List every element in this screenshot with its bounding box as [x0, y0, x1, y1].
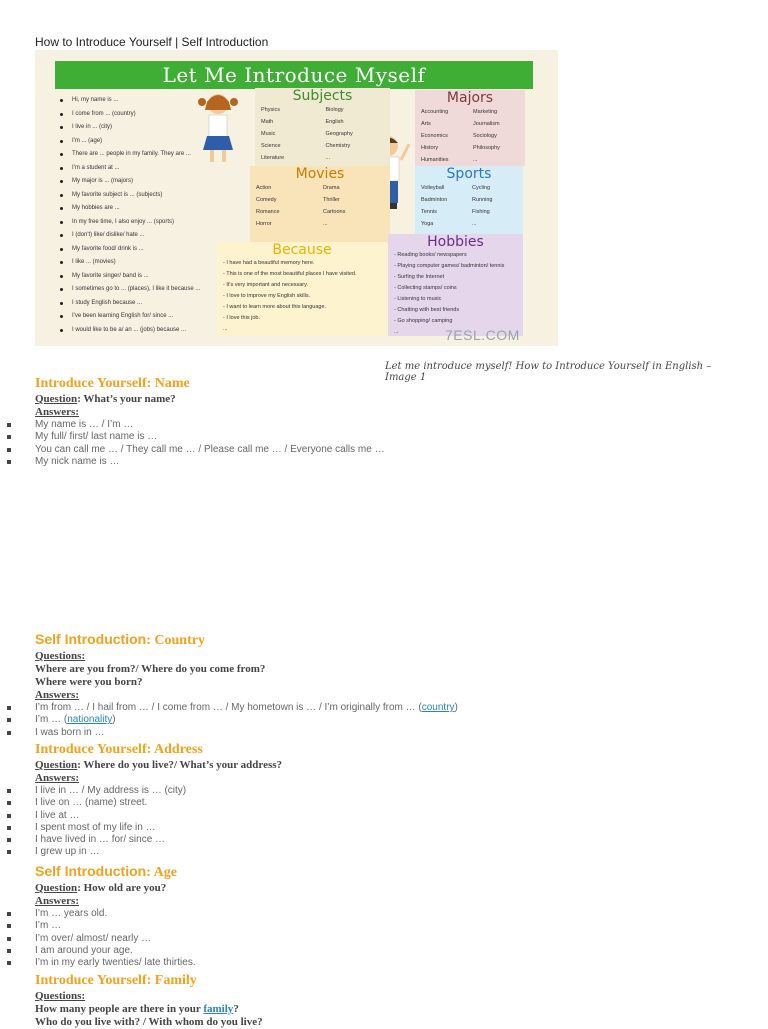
- question-text: : How old are you?: [77, 882, 167, 894]
- heading-part-a: Introduce Yourself: [35, 742, 147, 757]
- section-name: [35, 375, 735, 468]
- list-item: My name is … / I’m …: [35, 419, 735, 431]
- movies-grid: [250, 182, 390, 230]
- heading-part-a: Self Introduction: [35, 631, 147, 647]
- grid-item: Marketing: [473, 109, 498, 115]
- sports-box: [415, 166, 523, 234]
- section-country: [35, 630, 735, 739]
- answers-list: [35, 785, 735, 859]
- grid-item: Thriller: [323, 197, 340, 203]
- list-item: I grew up in …: [35, 846, 735, 858]
- family-link[interactable]: family: [203, 1003, 234, 1015]
- answer-end: ): [112, 714, 116, 726]
- section-heading: [35, 972, 735, 990]
- grid-item: Volleyball: [421, 185, 445, 191]
- heading-part-a: Introduce Yourself: [35, 376, 147, 391]
- section-heading: [35, 741, 735, 759]
- grid-item: Biology: [325, 107, 344, 113]
- section-family: [35, 972, 735, 1029]
- section-heading: [35, 375, 735, 393]
- intro-phrase: I would like to be a/ an ... (jobs) because ...: [60, 324, 200, 338]
- grid-item: Humanities: [421, 157, 449, 163]
- question-end: ?: [233, 1003, 239, 1015]
- list-item: I live at …: [35, 810, 735, 822]
- grid-item: Cartoons: [323, 209, 346, 215]
- majors-box: [415, 90, 525, 166]
- grid-item: History: [421, 145, 439, 151]
- question-label: Question: [35, 759, 78, 771]
- hobby-line: ...: [394, 329, 399, 335]
- answers-label: Answers:: [35, 406, 79, 418]
- because-line: - This is one of the most beautiful places I have visited.: [223, 271, 357, 277]
- intro-phrase: Hi, my name is ...: [60, 94, 200, 108]
- intro-phrase: In my free time, I also enjoy ... (sports): [60, 216, 200, 230]
- list-item: I’m over/ almost/ nearly …: [35, 933, 735, 945]
- question-line: [35, 882, 735, 895]
- section-heading: [35, 862, 735, 882]
- answer-text: I’m … (: [35, 714, 68, 726]
- hobby-line: - Playing computer games/ badminton/ tennis: [394, 263, 505, 269]
- subjects-box: [255, 88, 390, 168]
- movies-title: Movies: [295, 166, 345, 182]
- grid-item: Comedy: [256, 197, 277, 203]
- intro-phrase: I'm a student at ...: [60, 162, 200, 176]
- infographic-banner: Let Me Introduce Myself: [55, 61, 533, 89]
- grid-item: Badminton: [421, 197, 448, 203]
- heading-part-a: Introduce Yourself: [35, 973, 147, 988]
- grid-item: Running: [472, 197, 493, 203]
- majors-grid: [415, 106, 525, 166]
- intro-phrases-list: [60, 94, 200, 337]
- list-item: I was born in …: [35, 727, 735, 739]
- grid-item: Tennis: [421, 209, 437, 215]
- list-item: I’m in my early twenties/ late thirties.: [35, 957, 735, 969]
- heading-part-b: : Family: [146, 973, 197, 988]
- list-item: I live in … / My address is … (city): [35, 785, 735, 797]
- grid-item: Drama: [323, 185, 340, 191]
- intro-phrase: I (don't) like/ dislike/ hate ...: [60, 229, 200, 243]
- question-label: Question: [35, 882, 78, 894]
- question-2: Where were you born?: [35, 676, 143, 688]
- hobby-line: - Listening to music: [394, 296, 442, 302]
- country-link[interactable]: country: [421, 702, 455, 713]
- subjects-title: Subjects: [292, 88, 353, 104]
- hobby-line: - Reading books/ newspapers: [394, 252, 467, 258]
- answers-label: Answers:: [35, 895, 79, 907]
- grid-item: Action: [256, 185, 272, 191]
- grid-item: Horror: [256, 221, 272, 227]
- heading-part-b: : Age: [146, 865, 177, 880]
- section-age: [35, 862, 735, 969]
- list-item: I spent most of my life in …: [35, 822, 735, 834]
- list-item: I’m …: [35, 920, 735, 932]
- intro-phrase: My favorite food/ drink is ...: [60, 243, 200, 257]
- list-item: You can call me … / They call me … / Please call me … / Everyone calls me …: [35, 444, 735, 456]
- question-text: : What’s your name?: [77, 393, 176, 405]
- grid-item: Arts: [421, 121, 431, 127]
- question-text: How many people are there in your: [35, 1003, 204, 1015]
- list-item: I’m … years old.: [35, 908, 735, 920]
- because-line: - It's very important and necessary.: [223, 282, 309, 288]
- grid-item: Sociology: [473, 133, 497, 139]
- because-line: - I want to learn more about this language.: [223, 304, 327, 310]
- sports-grid: [415, 182, 523, 230]
- hobbies-list: [388, 250, 523, 338]
- answers-label: Answers:: [35, 772, 79, 784]
- hobbies-box: [388, 234, 523, 336]
- question-1: Where are you from?/ Where do you come from?: [35, 663, 266, 675]
- intro-phrase: I like ... (movies): [60, 256, 200, 270]
- because-line: - I love this job.: [223, 315, 260, 321]
- grid-item: Economics: [421, 133, 448, 139]
- list-item: I live on … (name) street.: [35, 797, 735, 809]
- question-1: [35, 1003, 735, 1016]
- questions-label: Questions:: [35, 650, 86, 662]
- because-list: [217, 258, 387, 335]
- because-box: [217, 242, 387, 336]
- intro-phrase: I study English because ...: [60, 297, 200, 311]
- grid-item: Literature: [261, 155, 285, 161]
- list-item: My full/ first/ last name is …: [35, 431, 735, 443]
- grid-item: Yoga: [421, 221, 434, 227]
- grid-item: Philosophy: [473, 145, 500, 151]
- intro-phrase: My favorite subject is ... (subjects): [60, 189, 200, 203]
- heading-part-b: : Address: [146, 742, 203, 757]
- grid-item: Romance: [256, 209, 280, 215]
- question-text: : Where do you live?/ What’s your address?: [77, 759, 283, 771]
- list-item: I am around your age.: [35, 945, 735, 957]
- because-line: - I love to improve my English skills.: [223, 293, 311, 299]
- section-address: [35, 741, 735, 859]
- intro-phrase: I'm ... (age): [60, 135, 200, 149]
- majors-title: Majors: [446, 90, 494, 106]
- answers-list: [35, 419, 735, 468]
- watermark: 7ESL.COM: [445, 327, 520, 343]
- intro-phrase: I sometimes go to ... (places), I like it because ...: [60, 283, 200, 297]
- intro-phrase: My favorite singer/ band is ...: [60, 270, 200, 284]
- grid-item: Accounting: [421, 109, 449, 115]
- hobby-line: - Collecting stamps/ coins: [394, 285, 457, 291]
- grid-item: ...: [325, 155, 331, 161]
- movies-box: [250, 166, 390, 244]
- intro-phrase: I've been learning English for/ since ...: [60, 310, 200, 324]
- question-label: Question: [35, 393, 78, 405]
- list-item: My nick name is …: [35, 456, 735, 468]
- intro-phrase: I live in ... (city): [60, 121, 200, 135]
- grid-item: Chemistry: [325, 143, 351, 149]
- because-line: - I have had a beautiful memory here.: [223, 260, 315, 266]
- list-item: [35, 714, 735, 726]
- heading-part-a: Self Introduction: [35, 863, 147, 879]
- answers-label: Answers:: [35, 689, 79, 701]
- question-2: Who do you live with? / With whom do you live?: [35, 1016, 263, 1028]
- girl-illustration: [193, 88, 243, 168]
- question-line: [35, 759, 735, 772]
- hobby-line: - Go shopping/ camping: [394, 318, 453, 324]
- grid-item: Science: [261, 143, 281, 149]
- grid-item: Geography: [325, 131, 353, 137]
- list-item: [35, 702, 735, 714]
- grid-item: English: [325, 119, 344, 125]
- because-line: ...: [223, 326, 228, 332]
- grid-item: Math: [261, 119, 274, 125]
- grid-item: Cycling: [472, 185, 491, 191]
- nationality-link[interactable]: nationality: [67, 714, 113, 726]
- subjects-grid: [255, 104, 390, 164]
- answer-end: ): [454, 702, 458, 713]
- questions-label: Questions:: [35, 990, 86, 1002]
- grid-item: Fishing: [472, 209, 490, 215]
- grid-item: Journalism: [473, 121, 500, 127]
- hobby-line: - Surfing the Internet: [394, 274, 445, 280]
- grid-item: Physics: [261, 107, 280, 113]
- list-item: I have lived in … for/ since …: [35, 834, 735, 846]
- grid-item: ...: [323, 221, 328, 227]
- intro-phrase: My hobbies are ...: [60, 202, 200, 216]
- heading-part-b: : Country: [146, 633, 205, 648]
- sports-title: Sports: [446, 166, 492, 182]
- grid-item: ...: [473, 157, 478, 163]
- section-heading: [35, 630, 735, 650]
- heading-part-b: : Name: [146, 376, 190, 391]
- answers-list: [35, 908, 735, 969]
- infographic-image: [35, 50, 558, 346]
- because-title: Because: [272, 242, 332, 258]
- answers-list: [35, 702, 735, 739]
- intro-phrase: There are ... people in my family. They are ...: [60, 148, 200, 162]
- hobby-line: - Chatting with best friends: [394, 307, 460, 313]
- question-line: [35, 393, 735, 406]
- grid-item: ...: [472, 221, 477, 227]
- grid-item: Music: [261, 131, 276, 137]
- intro-phrase: I come from ... (country): [60, 108, 200, 122]
- answer-text: I’m from … / I hail from … / I come from … / My hometown is … / I’m originally from … (: [35, 702, 422, 713]
- hobbies-title: Hobbies: [427, 234, 484, 250]
- image-caption: Let me introduce myself! How to Introduce Yourself in English – Image 1: [385, 361, 712, 383]
- intro-phrase: My major is ... (majors): [60, 175, 200, 189]
- page-title: How to Introduce Yourself | Self Introduction: [35, 35, 269, 49]
